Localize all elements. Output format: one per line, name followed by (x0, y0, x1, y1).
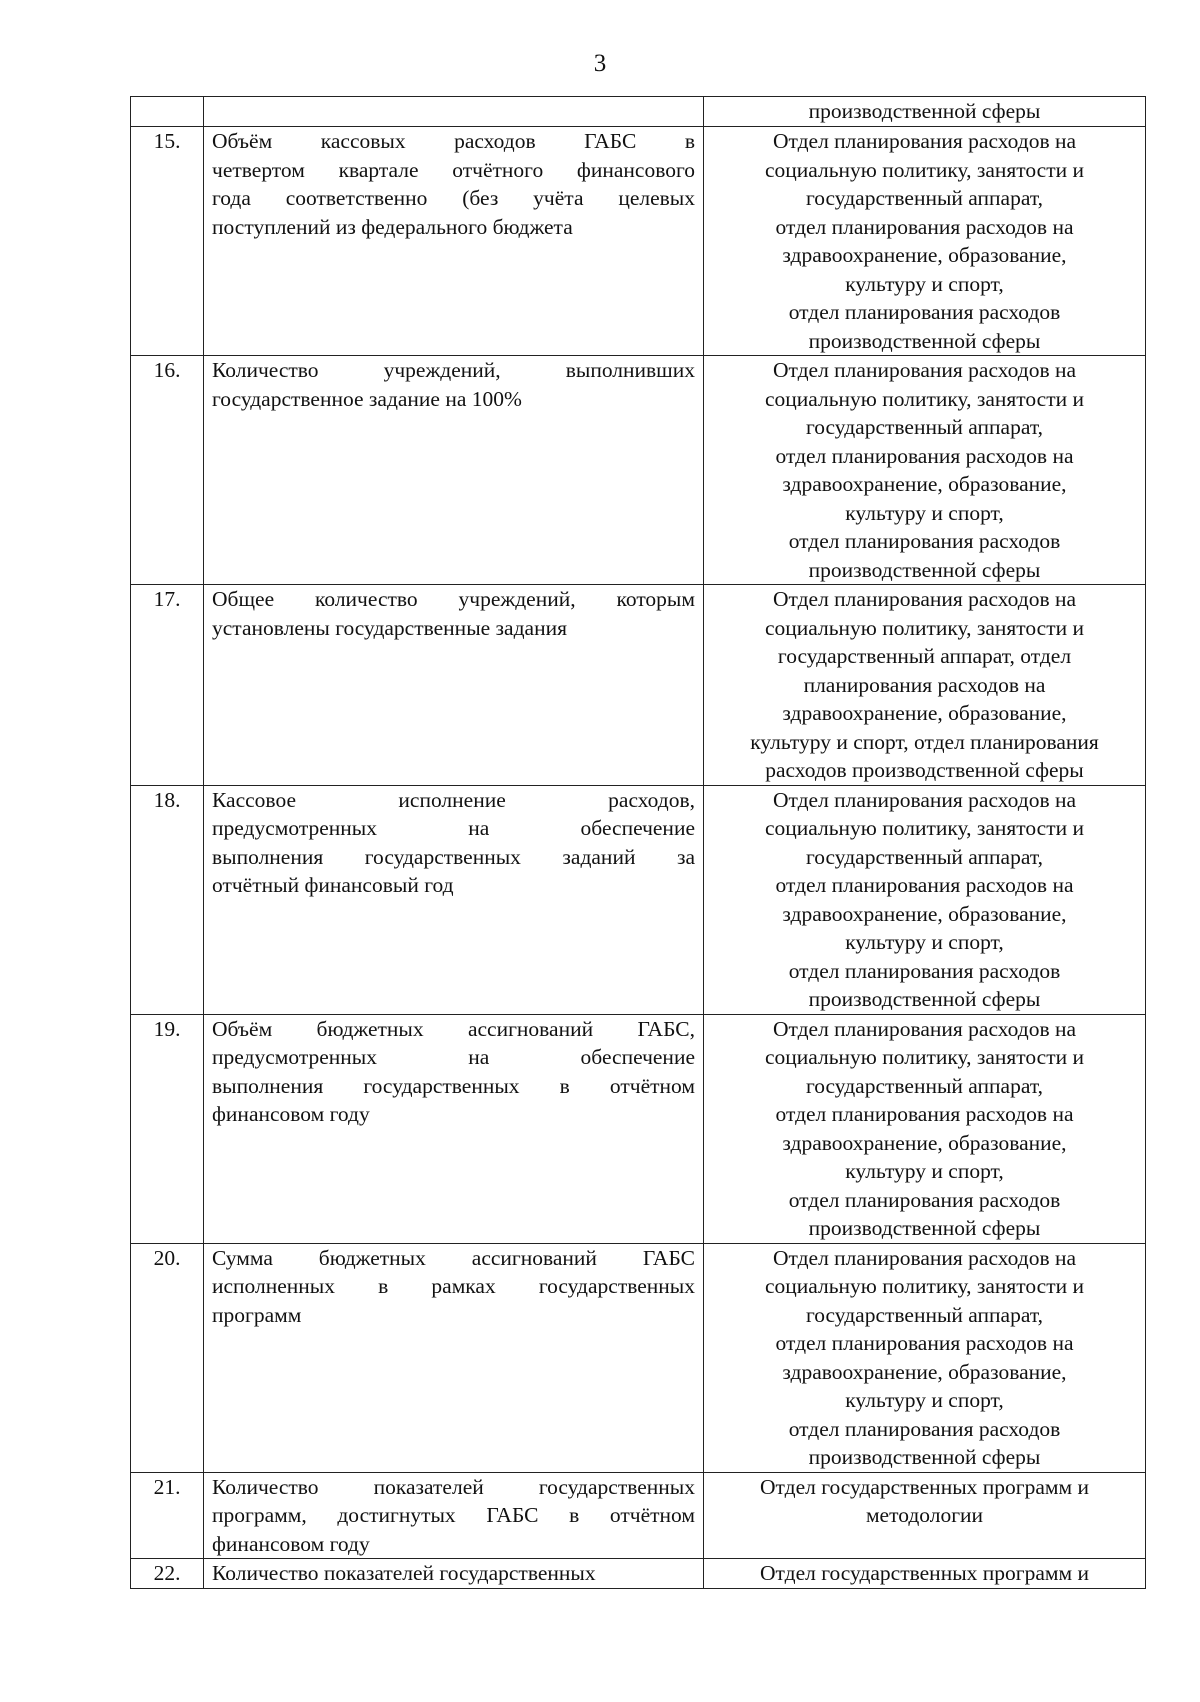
description-line: финансовом году (212, 1102, 370, 1126)
description-line: выполнения государственных в отчётном (212, 1073, 695, 1098)
row-description (204, 585, 704, 786)
row-responsible (704, 1243, 1146, 1472)
row-responsible (704, 785, 1146, 1014)
row-responsible (704, 127, 1146, 356)
responsible-line: социальную политику, занятости и (764, 157, 1084, 182)
responsible-line: Отдел государственных программ и (760, 1561, 1089, 1585)
responsible-line: планирования расходов на (803, 672, 1046, 697)
responsible-line: государственный аппарат, отдел (777, 644, 1072, 668)
row-responsible (704, 1559, 1146, 1589)
responsible-line: здравоохранение, образование, (782, 1359, 1067, 1384)
responsible-line: культуру и спорт, (845, 500, 1004, 525)
row-responsible (704, 1014, 1146, 1243)
responsible-line: производственной сферы (808, 99, 1041, 123)
description-line: исполненных в рамках государственных (212, 1274, 695, 1298)
indicators-table (130, 96, 1146, 1589)
responsible-line: Отдел планирования расходов на (772, 787, 1077, 812)
description-line: поступлений из федерального бюджета (212, 214, 573, 239)
responsible-line: культуру и спорт, (845, 930, 1004, 954)
responsible-line: социальную политику, занятости и (764, 1045, 1084, 1069)
row-number: 18. (131, 785, 204, 1014)
description-line: программ, достигнутых ГАБС в отчётном (212, 1503, 695, 1527)
row-description (204, 1472, 704, 1559)
row-number: 17. (131, 585, 204, 786)
description-line: Количество показателей государственных (212, 1474, 695, 1499)
row-description (204, 1243, 704, 1472)
row-description (204, 97, 704, 127)
row-description (204, 127, 704, 356)
responsible-line: производственной сферы (808, 557, 1041, 582)
responsible-line: здравоохранение, образование, (782, 243, 1067, 267)
table-row (131, 127, 1146, 356)
responsible-line: производственной сферы (808, 1216, 1041, 1240)
row-number: 22. (131, 1559, 204, 1589)
responsible-line: отдел планирования расходов на (775, 1331, 1074, 1355)
responsible-line: Отдел планирования расходов на (772, 129, 1077, 153)
row-description (204, 785, 704, 1014)
responsible-line: расходов производственной сферы (765, 758, 1084, 782)
table-row (131, 1559, 1146, 1589)
description-line: Общее количество учреждений, которым (212, 587, 695, 611)
table-row (131, 585, 1146, 786)
responsible-line: социальную политику, занятости и (764, 1274, 1084, 1298)
row-responsible (704, 356, 1146, 585)
description-line: предусмотренных на обеспечение (212, 816, 695, 840)
row-number: 20. (131, 1243, 204, 1472)
responsible-line: отдел планирования расходов (788, 300, 1061, 324)
responsible-line: Отдел планирования расходов на (772, 1245, 1077, 1270)
responsible-line: социальную политику, занятости и (764, 816, 1084, 840)
responsible-line: государственный аппарат, (805, 844, 1043, 869)
description-line: выполнения государственных заданий за (212, 844, 695, 869)
responsible-line: здравоохранение, образование, (782, 701, 1067, 725)
responsible-line: государственный аппарат, (805, 186, 1043, 210)
table-row (131, 1243, 1146, 1472)
description-line: установлены государственные задания (212, 615, 567, 640)
row-responsible (704, 585, 1146, 786)
row-number: 19. (131, 1014, 204, 1243)
description-line: Кассовое исполнение расходов, (212, 787, 695, 812)
description-line: предусмотренных на обеспечение (212, 1045, 695, 1069)
table-row-continuation (131, 97, 1146, 127)
description-line: отчётный финансовый год (212, 873, 454, 897)
row-number: 21. (131, 1472, 204, 1559)
description-line: четвертом квартале отчётного финансового (212, 157, 695, 182)
row-description (204, 1559, 704, 1589)
description-line: программ (212, 1302, 302, 1327)
page-number: 3 (593, 50, 607, 77)
table-row (131, 1014, 1146, 1243)
row-responsible (704, 1472, 1146, 1559)
row-number (131, 97, 204, 127)
description-line: года соответственно (без учёта целевых (212, 186, 695, 210)
row-description (204, 356, 704, 585)
table-body (131, 97, 1146, 1589)
responsible-line: Отдел планирования расходов на (772, 1016, 1077, 1041)
responsible-line: государственный аппарат, (805, 415, 1043, 439)
row-responsible (704, 97, 1146, 127)
responsible-line: производственной сферы (808, 987, 1041, 1011)
responsible-line: производственной сферы (808, 328, 1041, 353)
responsible-line: Отдел планирования расходов на (772, 587, 1077, 611)
row-number: 16. (131, 356, 204, 585)
responsible-line: отдел планирования расходов (788, 1187, 1061, 1212)
description-line: Объём кассовых расходов ГАБС в (212, 129, 695, 153)
description-line: государственное задание на 100% (212, 386, 522, 411)
responsible-line: производственной сферы (808, 1445, 1041, 1469)
responsible-line: Отдел государственных программ и (760, 1474, 1089, 1499)
responsible-line: отдел планирования расходов на (775, 214, 1074, 239)
responsible-line: Отдел планирования расходов на (772, 358, 1077, 382)
responsible-line: культуру и спорт, (845, 1388, 1004, 1412)
responsible-line: здравоохранение, образование, (782, 1130, 1067, 1155)
responsible-line: отдел планирования расходов на (775, 443, 1074, 468)
responsible-line: культуру и спорт, (845, 1159, 1004, 1183)
responsible-line: культуру и спорт, (845, 271, 1004, 296)
responsible-line: государственный аппарат, (805, 1073, 1043, 1098)
table-row (131, 356, 1146, 585)
responsible-line: социальную политику, занятости и (764, 386, 1084, 411)
responsible-line: государственный аппарат, (805, 1302, 1043, 1327)
table-row (131, 785, 1146, 1014)
responsible-line: здравоохранение, образование, (782, 901, 1067, 926)
description-line: Количество учреждений, выполнивших (212, 358, 695, 382)
description-line: Количество показателей государственных (212, 1561, 596, 1585)
responsible-line: отдел планирования расходов (788, 1416, 1061, 1441)
responsible-line: социальную политику, занятости и (764, 615, 1084, 640)
responsible-line: культуру и спорт, отдел планирования (750, 729, 1099, 754)
row-description (204, 1014, 704, 1243)
table-row (131, 1472, 1146, 1559)
responsible-line: отдел планирования расходов (788, 529, 1061, 553)
responsible-line: методологии (865, 1503, 984, 1527)
description-line: Сумма бюджетных ассигнований ГАБС (212, 1245, 695, 1270)
description-line: финансовом году (212, 1531, 370, 1556)
row-number: 15. (131, 127, 204, 356)
description-line: Объём бюджетных ассигнований ГАБС, (212, 1016, 695, 1041)
responsible-line: отдел планирования расходов на (775, 1102, 1074, 1126)
responsible-line: отдел планирования расходов на (775, 873, 1074, 897)
responsible-line: отдел планирования расходов (788, 958, 1061, 983)
responsible-line: здравоохранение, образование, (782, 472, 1067, 496)
